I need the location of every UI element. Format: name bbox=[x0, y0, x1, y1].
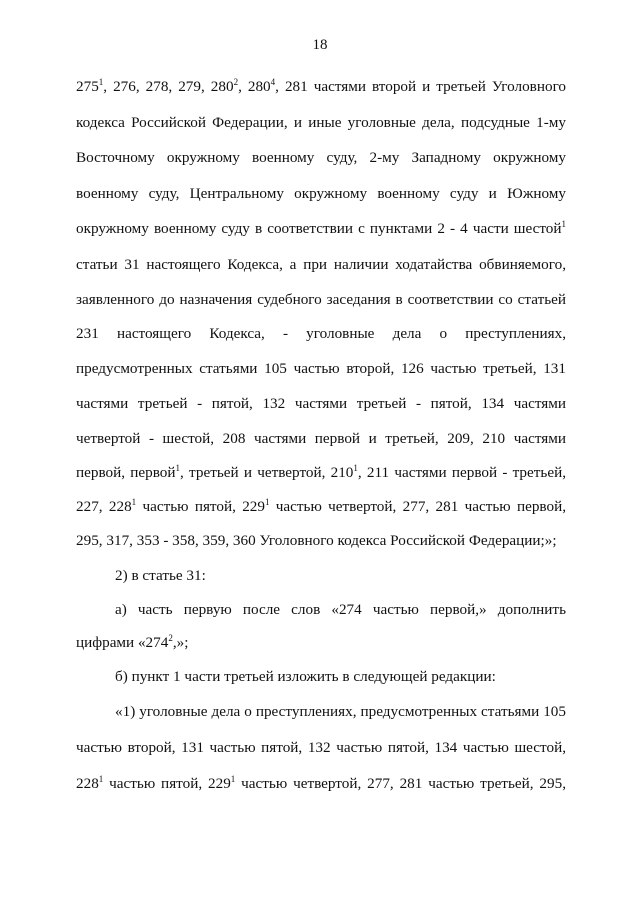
text-line-3: Восточному окружному военному суду, 2-му Западному окружному bbox=[76, 149, 566, 166]
text-line-15: 2) в статье 31: bbox=[115, 567, 206, 584]
page-number: 18 bbox=[312, 37, 328, 53]
text-line-6: статьи 31 настоящего Кодекса, а при наличии ходатайства обвиняемого, bbox=[76, 256, 566, 273]
text-line-8: 231 настоящего Кодекса, - уголовные дела о преступлениях, bbox=[76, 325, 566, 342]
text-line-13: 227, $228^1$ частью пятой, $229^1$ частью четвертой, 277, 281 частью первой, bbox=[76, 497, 566, 515]
text-line-17: цифрами «$274^2$,»; bbox=[76, 633, 189, 651]
text-line-10: частями третьей - пятой, 132 частями третьей - пятой, 134 частями bbox=[76, 395, 566, 412]
text-line-4: военному суду, Центральному окружному военному суду и Южному bbox=[76, 185, 566, 202]
text-line-1: $275^1$, 276, 278, 279, $280^2$, $280^4$, 281 частями второй и третьей Уголовного bbox=[76, 77, 567, 95]
text-line-7: заявленного до назначения судебного заседания в соответствии со статьей bbox=[76, 291, 566, 308]
text-line-21: $228^1$ частью пятой, $229^1$ частью четвертой, 277, 281 частью третьей, 295, bbox=[76, 774, 566, 792]
text-line-14: 295, 317, 353 - 358, 359, 360 Уголовного кодекса Российской Федерации;»; bbox=[76, 532, 557, 549]
text-line-12: первой, первой$^1$, третьей и четвертой, $210^1$, 211 частями первой - третьей, bbox=[76, 463, 566, 481]
text-line-16: а) часть первую после слов «274 частью первой,» дополнить bbox=[115, 601, 566, 618]
text-line-11: четвертой - шестой, 208 частями первой и третьей, 209, 210 частями bbox=[76, 430, 566, 447]
text-line-2: кодекса Российской Федерации, и иные уголовные дела, подсудные 1-му bbox=[76, 114, 566, 131]
text-line-18: б) пункт 1 части третьей изложить в следующей редакции: bbox=[115, 668, 496, 685]
text-line-5: окружному военному суду в соответствии с пунктами 2 - 4 части шестой$^1$ bbox=[76, 219, 566, 237]
text-line-19: «1) уголовные дела о преступлениях, предусмотренных статьями 105 bbox=[115, 703, 566, 720]
text-line-20: частью второй, 131 частью пятой, 132 частью пятой, 134 частью шестой, bbox=[76, 739, 566, 756]
text-line-9: предусмотренных статьями 105 частью второй, 126 частью третьей, 131 bbox=[76, 360, 566, 377]
